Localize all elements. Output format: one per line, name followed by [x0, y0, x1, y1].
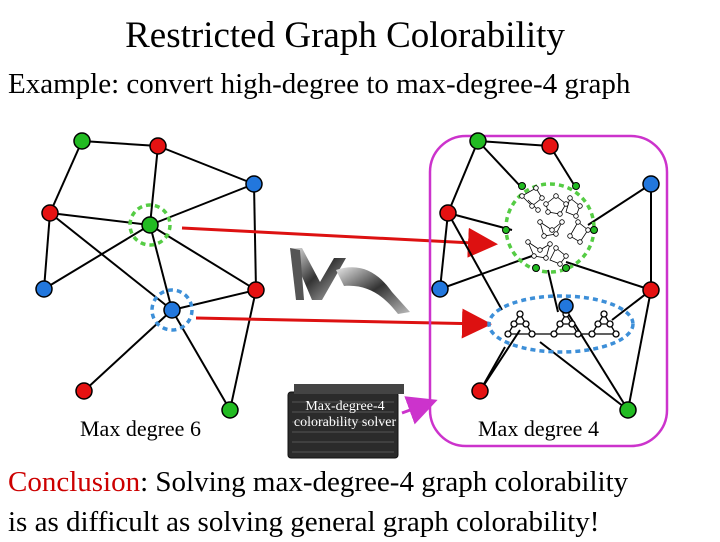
- conclusion-line1: : Solving max-degree-4 graph colorability: [140, 466, 629, 498]
- left-graph-caption: Max degree 6: [80, 416, 201, 441]
- blue-gadget: [505, 311, 619, 337]
- right-graph: [430, 133, 667, 446]
- right-graph-caption: Max degree 4: [478, 416, 599, 441]
- page-subtitle: Example: convert high-degree to max-degree-4 graph: [8, 68, 631, 100]
- conclusion-keyword: Conclusion: [8, 466, 141, 498]
- solver-label: Max-degree-4 colorability solver: [293, 399, 397, 430]
- conclusion-line2: is as difficult as solving general graph colorability!: [8, 506, 600, 538]
- left-graph: [36, 133, 264, 418]
- conversion-arrow-icon: [290, 248, 410, 314]
- page-title: Restricted Graph Colorability: [125, 15, 565, 56]
- conclusion-text: [8, 462, 720, 542]
- green-gadget: [520, 186, 591, 267]
